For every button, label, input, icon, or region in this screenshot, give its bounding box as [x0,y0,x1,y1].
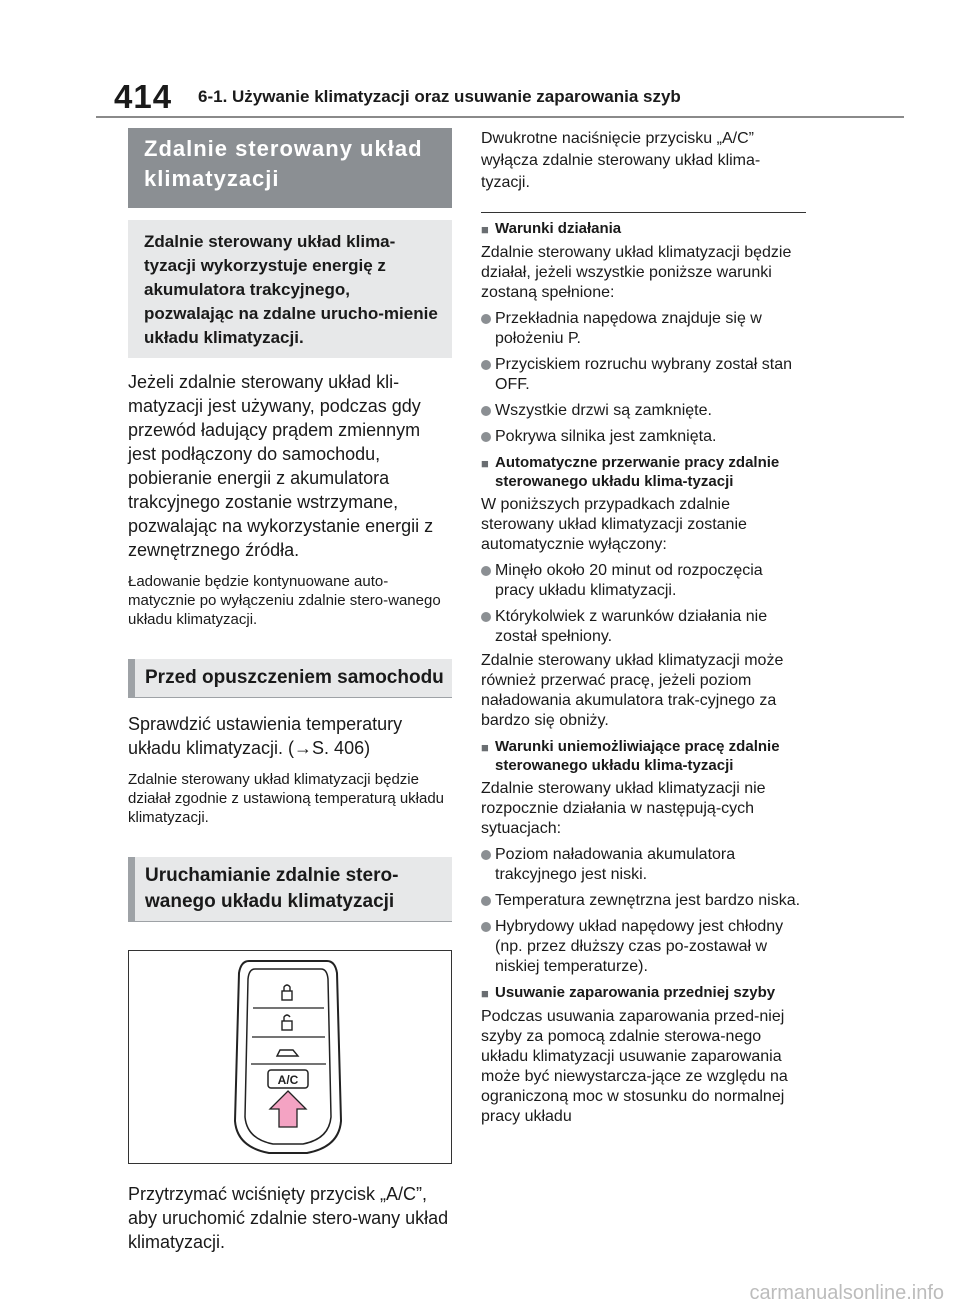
paragraph: Zdalnie sterowany układ klimatyzacji będzie działał, jeżeli wszystkie poniższe warunki zostaną spełnione: [481,244,792,301]
page-header [96,78,904,114]
list-item: Którykolwiek z warunków działania nie został spełniony. [481,607,806,647]
bullet-icon [481,922,491,932]
right-column [481,128,806,1127]
lock-icon [282,985,292,1000]
page-number: 414 [114,78,173,115]
body-paragraph: Przytrzymać wciśnięty przycisk „A/C”, aby uruchomić zdalnie stero-wany układ klimatyzacji. [128,1184,449,1252]
subheading: ■ Usuwanie zaparowania przedniej szyby [481,984,776,1001]
body-paragraph: Sprawdzić ustawienia temperatury układu klimatyzacji. (→S. 406) [128,714,403,758]
list-item: Hybrydowy układ napędowy jest chłodny (np. przez dłuższy czas po-zostawał w niskiej temperaturze). [481,917,806,977]
press-arrow-icon [270,1091,306,1127]
square-bullet-icon: ■ [481,222,489,237]
paragraph: Zdalnie sterowany układ klimatyzacji nie rozpocznie działania w następują-cych sytuacjach: [481,780,766,837]
topic-banner: Zdalnie sterowany układ klimatyzacji [128,128,452,208]
list-item: Minęło około 20 minut od rozpoczęcia pracy układu klimatyzacji. [481,561,806,601]
bullet-icon [481,566,491,576]
bullet-icon [481,612,491,622]
bullet-icon [481,360,491,370]
key-fob-illustration [129,951,451,1161]
watermark: carmanualsonline.info [749,1282,944,1304]
list-item: Przyciskiem rozruchu wybrany został stan OFF. [481,355,806,395]
chapter-title: 6-1. Używanie klimatyzacji oraz usuwanie zaparowania szyb [198,87,681,106]
bullet-icon [481,896,491,906]
bullet-icon [481,850,491,860]
continued-paragraph: Dwukrotne naciśnięcie przycisku „A/C” wyłącza zdalnie sterowany układ klima-tyzacji. [481,130,761,191]
list-item: Wszystkie drzwi są zamknięte. [481,401,806,421]
ac-button-label: A/C [277,1073,299,1087]
list-item: Poziom naładowania akumulatora trakcyjnego jest niski. [481,845,806,885]
body-paragraph: Jeżeli zdalnie sterowany układ kli-matyzacji jest używany, podczas gdy przewód ładujący prądem zmiennym jest podłączony do samochodu, pobieranie energii z akumulatora trakcyjnego zostanie wstrzymane, pozwalając na wykorzystanie energii z zewnętrznego źródła. [128,372,434,560]
list-item: Pokrywa silnika jest zamknięta. [481,427,806,447]
subheading: ■ Warunki działania [481,220,622,237]
header-rule [96,116,904,118]
key-fob-figure [128,950,452,1164]
section-heading: Przed opuszczeniem samochodu [128,659,452,698]
bullet-icon [481,314,491,324]
trunk-icon [277,1050,298,1056]
note-paragraph: Zdalnie sterowany układ klimatyzacji będzie działał zgodnie z ustawioną temperaturą układu klimatyzacji. [128,771,445,826]
subheading: ■ Automatyczne przerwanie pracy zdalnie sterowanego układu klima-tyzacji [481,454,780,490]
list-item: Temperatura zewnętrzna jest bardzo niska. [481,891,806,911]
divider [481,212,806,213]
list-item: Przekładnia napędowa znajduje się w położeniu P. [481,309,806,349]
paragraph: Zdalnie sterowany układ klimatyzacji może również przerwać pracę, jeżeli poziom naładowania akumulatora trak-cyjnego za bardzo się obniży. [481,652,784,729]
unlock-icon [282,1015,292,1030]
intro-box: Zdalnie sterowany układ klima-tyzacji wykorzystuje energię z akumulatora trakcyjnego, pozwalając na zdalne urucho-mienie układu klimatyzacji. [128,220,452,358]
bullet-icon [481,432,491,442]
square-bullet-icon: ■ [481,740,489,755]
section-heading: Uruchamianie zdalnie stero-wanego układu klimatyzacji [128,857,452,922]
note-paragraph: Ładowanie będzie kontynuowane auto-matycznie po wyłączeniu zdalnie stero-wanego układu klimatyzacji. [128,573,441,628]
bullet-icon [481,406,491,416]
paragraph: Podczas usuwania zaparowania przed-niej szyby za pomocą zdalnie sterowa-nego układu klimatyzacji usuwanie zaparowania może być niewystarcza-jące ze względu na ograniczoną moc w stosunku do normalnej pracy układu [481,1008,788,1125]
square-bullet-icon: ■ [481,456,489,471]
square-bullet-icon: ■ [481,986,489,1001]
subheading: ■ Warunki uniemożliwiające pracę zdalnie sterowanego układu klima-tyzacji [481,738,780,774]
paragraph: W poniższych przypadkach zdalnie sterowany układ klimatyzacji zostanie automatycznie wyłączony: [481,496,747,553]
left-column [128,128,452,1254]
